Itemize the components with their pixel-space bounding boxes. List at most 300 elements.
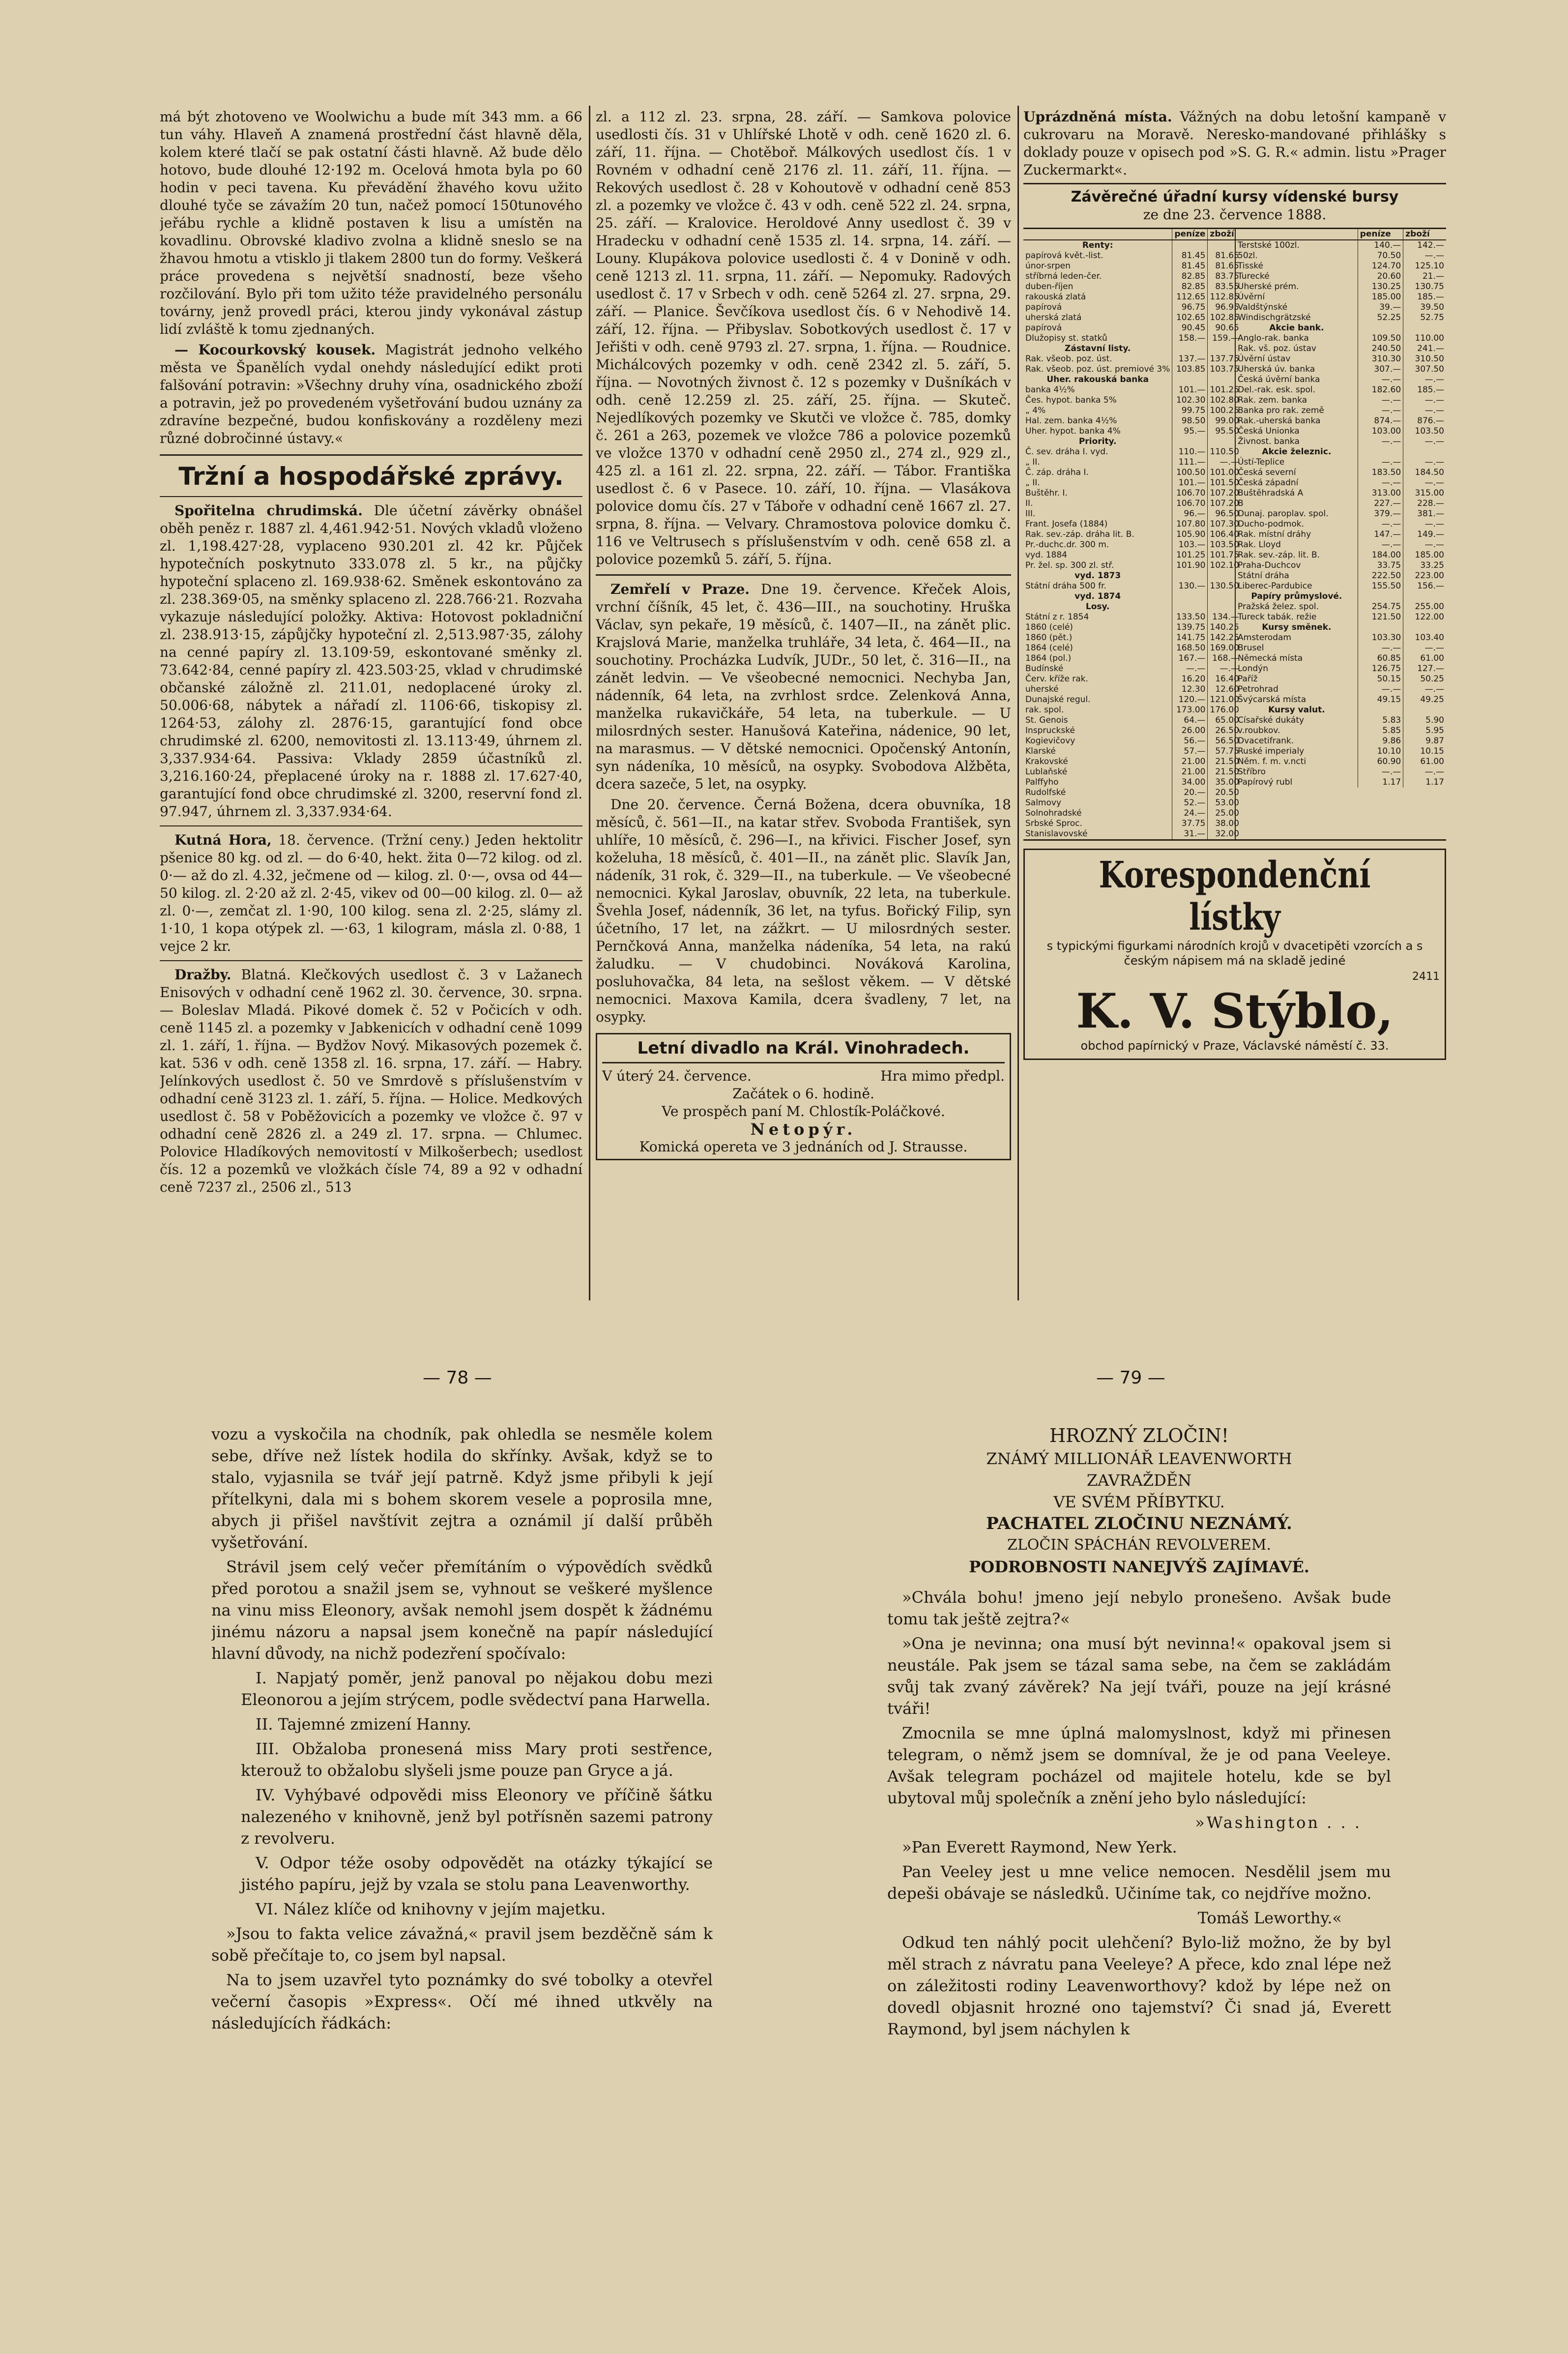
security-name: Státní z r. 1854	[1025, 612, 1089, 622]
price-goods: 10.15	[1403, 746, 1446, 757]
price-goods: 106.40	[1208, 530, 1241, 540]
table-row	[1236, 261, 1446, 271]
story-list-item: IV. Vyhýbavé odpovědi miss Eleonory ve příčině šátku nalezeného v knihovně, jenž byl potřísněn sazemi patrony z revolveru.	[241, 1786, 713, 1848]
price-goods: —.—	[1403, 478, 1446, 488]
divider	[160, 496, 582, 497]
table-row	[1236, 530, 1446, 540]
security-name: Ústí-Teplice	[1238, 457, 1285, 467]
security-name: Rak. sev.-záp. dráha lit. B.	[1025, 530, 1134, 539]
price-money: 379.—	[1358, 509, 1403, 519]
security-name: Rak. zem. banka	[1238, 395, 1307, 405]
table-row	[1236, 426, 1446, 437]
price-goods: 33.25	[1403, 560, 1446, 571]
price-goods: 32.00	[1208, 829, 1241, 839]
article-text: Dle účetní závěrky obnášel oběh peněz r. 1887 zl. 4,461.942·51. Nových vkladů vloženo zl. 1,198.427·28, vyplaceno 930.201 zl. 42 kr. Půjček hypotečních poskytnuto 333.078 zl. 5 kr., na půjčky hypoteční splaceno zl. 169.938·62. Směnek eskontováno za zl. 238.369·05, na směnky splaceno zl. 228.766·21. Rozvaha vykazuje následující položky. Aktiva: Hotovost pokladniční zl. 238.913·15, zápůjčky hypoteční zl. 2,513.987·35, zálohy na cenné papíry zl. 13.109·59, eskontované směnky zl. 73.642·84, cenné papíry zl. 423.503·25, vklad v chrudimské občanské záložně zl. 211.01, nedoplacené úroky zl. 50.006·68, nábytek a nářadí zl. 1106·66, tiskopisy zl. 1264·53, zálohy zl. 2876·15, garantující fond obce chrudimské zl. 6200, nemovitosti zl. 13.113·49, úhrnem zl. 3,337.934·64. Passiva: Vklady 2859 účastníků zl. 3,216.160·24, přeplacené úroky na r. 1888 zl. 17.627·40, garantující fond obce chrudimské zl. 3200, reservní fond zl. 97.947, úhrnem zl. 3,337.934·64.	[160, 502, 582, 820]
article-text: Blatná. Klečkových usedlost č. 3 v Lažanech Enisových v odhadní ceně 1962 zl. 30. července, 30. srpna. — Boleslav Mladá. Pikové domek č. 52 v Počicích v odh. ceně 1145 zl. a pozemky v Jabkenicích v odhadní ceně 1099 zl. 1. září, 1. října. — Bydžov Nový. Mikasových pozemek č. kat. 536 v odh. ceně 1358 zl. 16. srpna, 17. září. — Habry. Jelínkových usedlost č. 50 ve Smrdově s příslušenstvím v odhadní ceně 3123 zl. 1. září, 5. října. — Holice. Medkových usedlost č. 58 v Poběžovicích a pozemky ve vložce č. 97 v odhadní ceně 2826 zl. a 249 zl. 17. srpna. — Chlumec. Polovice Hladíkových nemovitostí v Milkošerbech; usedlost čís. 12 a pozemků ve vložkách čísle 74, 89 a 92 v odhadní ceně 7237 zl., 2506 zl., 513	[160, 967, 582, 1195]
price-goods: 315.00	[1403, 488, 1446, 499]
security-name: Německá místa	[1238, 653, 1303, 663]
telegram-line: »Pan Everett Raymond, New Yerk.	[902, 1838, 1177, 1856]
divider	[1023, 183, 1446, 184]
price-goods: 102.80	[1208, 395, 1241, 406]
price-money: 106.70	[1172, 488, 1208, 499]
security-name: rak. spol.	[1025, 705, 1064, 715]
price-money	[1172, 437, 1208, 447]
article-text: Magistrát jednoho velkého města ve Španělích vydal onehdy následující edikt proti falšování potravin: »Všechny druhy vína, osadnického zboží a potravin, jež po provedeném vyšetřování budou uznány za zdravíne bezpečné, budou konfiskovány a rozděleny mezi různé dobročinné ústavy.«	[160, 342, 582, 446]
price-goods	[1403, 622, 1446, 633]
price-money: 124.70	[1358, 261, 1403, 271]
security-name: Akcie bank.	[1269, 323, 1324, 333]
security-name: „ II.	[1025, 457, 1040, 467]
price-goods: 102.85	[1208, 313, 1241, 323]
price-goods: 26.50	[1208, 726, 1241, 736]
security-name: Dunajské regul.	[1025, 695, 1091, 705]
price-goods: 310.50	[1403, 354, 1446, 364]
price-money: 10.10	[1358, 746, 1403, 757]
col-header: zboží	[1208, 229, 1241, 240]
price-goods: 61.00	[1403, 757, 1446, 767]
table-row	[1236, 612, 1446, 622]
table-row	[1023, 509, 1241, 519]
security-name: uherská zlatá	[1025, 313, 1082, 323]
table-row	[1236, 333, 1446, 344]
price-money: —.—	[1358, 395, 1403, 406]
divider	[160, 960, 582, 961]
security-name: papírová	[1025, 302, 1062, 312]
security-name: Amsterodam	[1238, 633, 1291, 643]
security-name: papírová	[1025, 323, 1062, 333]
price-money: 16.20	[1172, 674, 1208, 684]
security-name: 1860 (pět.)	[1025, 633, 1073, 643]
table-row	[1236, 705, 1446, 715]
security-name: Paříž	[1238, 674, 1258, 684]
price-goods: 25.00	[1208, 808, 1241, 819]
security-name: Česká úvěrní banka	[1238, 375, 1320, 384]
price-goods: 149.—	[1403, 530, 1446, 540]
price-money: 103.00	[1358, 426, 1403, 437]
table-row	[1023, 798, 1241, 808]
story-list-item: V. Odpor téže osoby odpovědět na otázky týkající se jistého papíru, jejž by vzala se stolu pana Leavenworthy.	[241, 1854, 713, 1894]
price-money: 39.—	[1358, 302, 1403, 313]
theater-start: Začátek o 6. hodině.	[732, 1086, 874, 1102]
table-row	[1023, 612, 1241, 622]
price-money: —.—	[1358, 540, 1403, 550]
security-name: Uher. rakouská banka	[1046, 375, 1149, 384]
price-money: 64.—	[1172, 715, 1208, 726]
price-money: —.—	[1358, 643, 1403, 653]
security-name: banka 4½%	[1025, 385, 1075, 395]
price-goods: 61.00	[1403, 653, 1446, 664]
security-name: Brusel	[1238, 643, 1264, 653]
story-paragraph: »Chvála bohu! jmeno její nebylo pronešeno. Avšak bude tomu tak ještě zejtra?«	[887, 1588, 1391, 1628]
table-row	[1236, 633, 1446, 643]
price-goods: —.—	[1403, 519, 1446, 530]
security-name: Tureck tabák. režie	[1238, 612, 1317, 622]
price-money: —.—	[1172, 664, 1208, 674]
security-name: Rak. všeob. poz. úst.	[1025, 354, 1112, 364]
price-money: 173.00	[1172, 705, 1208, 715]
table-row	[1236, 653, 1446, 664]
security-name: Tisské	[1238, 261, 1263, 271]
table-row	[1236, 282, 1446, 292]
security-name: Státní dráha	[1238, 571, 1289, 581]
table-row	[1236, 292, 1446, 302]
price-money: 147.—	[1358, 530, 1403, 540]
price-goods: 127.—	[1403, 664, 1446, 674]
security-name: vyd. 1874	[1074, 591, 1121, 601]
price-goods: 38.00	[1208, 819, 1241, 829]
table-row	[1236, 323, 1446, 333]
price-goods: 142.—	[1403, 240, 1446, 251]
theater-benefit: Ve prospěch paní M. Chlostík-Poláčkové.	[662, 1103, 945, 1119]
col-header	[1236, 229, 1358, 240]
price-goods: 228.—	[1403, 499, 1446, 509]
article-title: Zemřelí v Praze.	[610, 581, 750, 597]
headline: HROZNÝ ZLOČIN!	[1049, 1425, 1229, 1446]
price-goods: 876.—	[1403, 416, 1446, 426]
security-name: Rak. vš. poz. ústav	[1238, 344, 1316, 353]
table-row	[1236, 581, 1446, 591]
table-row	[1023, 478, 1241, 488]
divider	[160, 454, 582, 456]
price-goods: 184.50	[1403, 468, 1446, 478]
table-row	[1023, 437, 1241, 447]
security-name: Dunaj. paroplav. spol.	[1238, 509, 1329, 519]
table-row	[1236, 726, 1446, 736]
column-2	[596, 108, 1011, 1298]
table-row	[1236, 746, 1446, 757]
price-goods: 102.10	[1208, 560, 1241, 571]
price-money: 139.75	[1172, 622, 1208, 633]
bursy-tables	[1023, 228, 1446, 841]
price-goods: 255.00	[1403, 602, 1446, 612]
article-title: Kutná Hora,	[174, 832, 272, 848]
price-goods: 103.50	[1403, 426, 1446, 437]
table-row	[1236, 240, 1446, 251]
price-goods: —.—	[1403, 767, 1446, 777]
price-money: 137.—	[1172, 354, 1208, 364]
table-row	[1023, 736, 1241, 746]
security-name: Petrohrad	[1238, 684, 1278, 694]
price-goods: 50.25	[1403, 674, 1446, 684]
ad-code: 2411	[1412, 971, 1440, 983]
security-name: Papírový rubl	[1238, 777, 1293, 787]
price-goods: 110.00	[1403, 333, 1446, 344]
table-row	[1023, 323, 1241, 333]
security-name: Ruské imperialy	[1238, 746, 1305, 756]
table-row	[1236, 757, 1446, 767]
price-money: 222.50	[1358, 571, 1403, 581]
table-row	[1236, 364, 1446, 375]
table-row	[1023, 622, 1241, 633]
table-row	[1236, 344, 1446, 354]
table-row	[1023, 560, 1241, 571]
table-row	[1023, 519, 1241, 530]
table-row	[1236, 354, 1446, 364]
price-money: 5.85	[1358, 726, 1403, 736]
price-goods: 307.50	[1403, 364, 1446, 375]
table-row	[1023, 251, 1241, 261]
price-money: 31.—	[1172, 829, 1208, 839]
table-row	[1023, 540, 1241, 550]
price-goods: 5.90	[1403, 715, 1446, 726]
table-row	[1023, 261, 1241, 271]
security-name: Rak. Lloyd	[1238, 540, 1281, 550]
table-row	[1023, 426, 1241, 437]
price-goods: —.—	[1403, 457, 1446, 468]
price-goods	[1403, 447, 1446, 457]
price-goods: 21.50	[1208, 767, 1241, 777]
security-name: Pražská želez. spol.	[1238, 602, 1319, 612]
price-money: 98.50	[1172, 416, 1208, 426]
price-goods: 103.50	[1208, 540, 1241, 550]
price-money: 184.00	[1358, 550, 1403, 560]
price-money: 20.60	[1358, 271, 1403, 282]
price-money: 50.15	[1358, 674, 1403, 684]
price-goods: 134.—	[1208, 612, 1241, 622]
article-title: — Kocourkovský kousek.	[174, 342, 376, 358]
security-name: Solnohradské	[1025, 808, 1082, 818]
price-money: 101.—	[1172, 478, 1208, 488]
security-name: Rudolfské	[1025, 788, 1066, 797]
theater-row	[602, 1067, 1005, 1085]
security-name: Červ. kříže rak.	[1025, 674, 1088, 684]
table-row	[1236, 499, 1446, 509]
headline: ZAVRAŽDĚN	[1086, 1471, 1192, 1490]
price-money: 101.25	[1172, 550, 1208, 560]
security-name: Terstské 100zl.	[1238, 240, 1300, 250]
price-goods: 107.20	[1208, 488, 1241, 499]
price-money: 37.75	[1172, 819, 1208, 829]
price-money: 182.60	[1358, 385, 1403, 395]
security-name: Budínské	[1025, 664, 1064, 674]
security-name: Úvěrní	[1238, 292, 1265, 302]
price-money: 34.00	[1172, 777, 1208, 788]
price-money: 12.30	[1172, 684, 1208, 695]
price-goods: 39.50	[1403, 302, 1446, 313]
price-money: 96.—	[1172, 509, 1208, 519]
price-goods: 101.00	[1208, 468, 1241, 478]
price-goods: 56.50	[1208, 736, 1241, 746]
table-row	[1023, 664, 1241, 674]
security-name: B	[1238, 499, 1244, 508]
security-name: Zástavní listy.	[1065, 344, 1131, 353]
table-row	[1023, 715, 1241, 726]
table-row	[1236, 509, 1446, 519]
security-name: papírová květ.-list.	[1025, 251, 1103, 261]
security-name: rakouská zlatá	[1025, 292, 1086, 302]
price-money: —.—	[1358, 457, 1403, 468]
price-money: 110.—	[1172, 447, 1208, 457]
price-money: —.—	[1358, 478, 1403, 488]
ad-title: Korespondenční lístky	[1099, 854, 1371, 939]
table-row	[1236, 767, 1446, 777]
price-money: 185.00	[1358, 292, 1403, 302]
security-name: Valdštýnské	[1238, 302, 1288, 312]
divider	[596, 574, 1011, 576]
price-goods: 176.00	[1208, 705, 1241, 715]
price-goods: 83.75	[1208, 271, 1241, 282]
price-money: 103.—	[1172, 540, 1208, 550]
price-money: 313.00	[1358, 488, 1403, 499]
price-money: 121.50	[1358, 612, 1403, 622]
security-name: „ II.	[1025, 478, 1040, 488]
price-goods: 49.25	[1403, 695, 1446, 705]
price-goods: 81.65	[1208, 251, 1241, 261]
price-goods: 168.—	[1208, 653, 1241, 664]
price-goods: 96.50	[1208, 509, 1241, 519]
security-name: Státní dráha 500 fr.	[1025, 581, 1106, 591]
security-name: Lublaňské	[1025, 767, 1068, 777]
price-goods: —.—	[1403, 437, 1446, 447]
price-money: 168.50	[1172, 643, 1208, 653]
security-name: Losy.	[1085, 602, 1110, 612]
price-goods: 142.25	[1208, 633, 1241, 643]
story-paragraph: Zmocnila se mne úplná malomyslnost, když mi přinesen telegram, o němž jsem se domníval, že je od pana Veeleye. Avšak telegram pocházel od majitele hotelu, kde se byl ubytoval můj společník a znění jeho bylo následující:	[887, 1724, 1391, 1807]
price-money	[1172, 571, 1208, 581]
security-name: Klarské	[1025, 746, 1056, 756]
security-name: únor-srpen	[1025, 261, 1071, 271]
security-name: Inspruckské	[1025, 726, 1075, 736]
price-money: 82.85	[1172, 282, 1208, 292]
security-name: Salmovy	[1025, 798, 1062, 808]
price-money: 26.00	[1172, 726, 1208, 736]
price-money	[1358, 323, 1403, 333]
table-row	[1236, 519, 1446, 530]
price-money: 60.90	[1358, 757, 1403, 767]
security-name: Buštěhr. I.	[1025, 488, 1068, 498]
price-goods: 121.00	[1208, 695, 1241, 705]
story-paragraph: »Ona je nevinna; ona musí být nevinna!« opakoval jsem si neustále. Pak jsem se tázal sama sebe, na čem se zakládám svůj tak zvaný závěrek? Na její tváři, pouze na její krásné tváři!	[887, 1634, 1391, 1718]
price-money: 81.45	[1172, 261, 1208, 271]
security-name: Ducho-podmok.	[1238, 519, 1305, 529]
price-money: 52.25	[1358, 313, 1403, 323]
table-row	[1023, 767, 1241, 777]
price-goods: 12.60	[1208, 684, 1241, 695]
security-name: Živnost. banka	[1238, 437, 1300, 446]
article-text: 18. července. (Tržní ceny.) Jeden hektolitr pšenice 80 kg. od zl. — do 6·40, hekt. žita 0—72 kilog. od zl. 0·— až do zl. 4.32, ječmene od — kilog. zl. 0·—, ovsa od 44—50 kilog. zl. 2·20 až zl. 2·45, vikev od 00—00 kilog. zl. 0— až zl. 0·—, zemčat zl. 1·90, 100 kilog. sena zl. 2·25, slámy zl. 1·10, 1 kopa otýpek zl. —·63, 1 kilogram, másla zl. 0·88, 1 vejce 2 kr.	[160, 832, 582, 954]
table-row	[1023, 684, 1241, 695]
table-row	[1023, 282, 1241, 292]
price-goods	[1403, 591, 1446, 602]
price-goods: —.—	[1208, 664, 1241, 674]
table-row	[1023, 302, 1241, 313]
price-money: 133.50	[1172, 612, 1208, 622]
ad-text: s typickými figurkami národních krojů v dvacetipěti vzorcích a s českým nápisem má na skladě jediné	[1046, 939, 1423, 968]
table-row	[1023, 457, 1241, 468]
table-row	[1023, 602, 1241, 612]
security-name: Frant. Josefa (1884)	[1025, 519, 1108, 529]
table-row	[1236, 457, 1446, 468]
security-name: Stříbro	[1238, 767, 1266, 777]
telegram-signature: Tomáš Leworthy.«	[1197, 1909, 1342, 1927]
table-row	[1236, 478, 1446, 488]
price-goods: —.—	[1403, 395, 1446, 406]
story-list-item: III. Obžaloba pronesená miss Mary proti sestřence, kterouž to obžalobu slyšeli jsme pouze pan Gryce a já.	[241, 1739, 713, 1780]
security-name: Něm. f. m. v.ncti	[1238, 757, 1307, 766]
table-row	[1023, 292, 1241, 302]
price-goods: 52.75	[1403, 313, 1446, 323]
price-money: 109.50	[1358, 333, 1403, 344]
table-row	[1023, 746, 1241, 757]
table-row	[1236, 674, 1446, 684]
price-money: —.—	[1358, 406, 1403, 416]
table-row	[1236, 560, 1446, 571]
table-row	[1236, 591, 1446, 602]
price-goods: 185.00	[1403, 550, 1446, 560]
price-money: 167.—	[1172, 653, 1208, 664]
theater-notice	[596, 1033, 1011, 1160]
price-money: 49.15	[1358, 695, 1403, 705]
article-title: Dražby.	[174, 967, 232, 983]
security-name: Turecké	[1238, 271, 1270, 281]
table-row	[1023, 571, 1241, 581]
security-name: Česká Unionka	[1238, 426, 1300, 436]
table-row	[1236, 271, 1446, 282]
column-rule	[1017, 106, 1019, 1300]
price-goods: 21.50	[1208, 757, 1241, 767]
headline: PODROBNOSTI NANEJVÝŠ ZAJÍMAVÉ.	[969, 1558, 1309, 1576]
article-text: má být zhotoveno ve Woolwichu a bude mít 343 mm. a 66 tun váhy. Hlaveň A znamená prostřední část hlavně děla, kolem které tlačí se pak ostatní části hlavně. Až bude dělo hotovo, bude dlouhé 12·192 m. Ocelová hmota byla po 60 hodin v peci tavena. Ku převádění žhavého kovu užito dlouhé tyče se závažím 20 tun, načež pomocí 150tunového jeřábu rychle a klidně postaven k lisu a umístěn na kovadlinu. Obrovské kladivo zvolna a klidně sneslo se na žhavou hmotu a vtisklo ji tlakem 2800 tun do formy. Veškerá práce provedena s největší snadností, beze všeho rozčilování. Bylo při tom užito téže pravidelného personálu továrny, jenž provedl práci, kterou jindy vykonával zástup lidí zvláště k tomu zjednaných.	[160, 109, 582, 337]
security-name: Krakovské	[1025, 757, 1068, 766]
security-name: Del.-rak. esk. spol.	[1238, 385, 1316, 395]
price-money: 103.85	[1172, 364, 1208, 375]
price-goods: 122.00	[1403, 612, 1446, 622]
theater-tickets: Hra mimo předpl.	[880, 1068, 1005, 1084]
price-money: 112.65	[1172, 292, 1208, 302]
table-row	[1023, 591, 1241, 602]
page-number: — 78 —	[423, 1368, 492, 1388]
price-goods: 99.00	[1208, 416, 1241, 426]
advertisement	[1023, 849, 1446, 1060]
article-text: Dne 20. července. Černá Božena, dcera obuvníka, 18 měsíců, č. 561—II., na katar střev. Svoboda František, syn uhlíře, 10 měsíců, č. 296—I., na křivici. Fischer Josef, syn koželuha, 18 měsíců, č. 401—II., na zánět plic. Slavík Jan, nádeník, 31 rok, č. 329—II., na tuberkule. — Ve všeobecné nemocnici. Kykal Jaroslav, obuvník, 22 leta, na tuberkule. Švehla Josef, nádenník, 36 let, na tyfus. Bořický Filip, syn účetního, 17 let, na zážkrt. — U milosrdných sester. Pernčková Anna, manželka nádeníka, 54 leta, na rakú žaludku. — V chudobinci. Nováková Karolina, posluhovačka, 84 leta, na sešlost věkem. — V dětské nemocnici. Maxova Kamila, dcera švadleny, 7 let, na osypky.	[596, 796, 1011, 1025]
headline: ZNÁMÝ MILLIONÁŘ LEAVENWORTH	[986, 1449, 1292, 1468]
price-goods	[1403, 323, 1446, 333]
table-row	[1023, 777, 1241, 788]
table-row	[1023, 354, 1241, 364]
table-row	[1236, 664, 1446, 674]
security-name: Císařské dukáty	[1238, 715, 1305, 725]
price-money: 120.—	[1172, 695, 1208, 705]
table-row	[1023, 695, 1241, 705]
table-row	[1023, 499, 1241, 509]
security-name: Praha-Duchcov	[1238, 560, 1301, 570]
security-name: Švýcarská místa	[1238, 695, 1307, 705]
price-money	[1358, 705, 1403, 715]
table-row	[1023, 344, 1241, 354]
table-row	[1023, 788, 1241, 798]
price-goods: 107.20	[1208, 499, 1241, 509]
table-row	[1023, 808, 1241, 819]
table-row	[1023, 819, 1241, 829]
page-number: — 79 —	[1096, 1368, 1165, 1388]
table-row	[1236, 684, 1446, 695]
table-row	[1023, 653, 1241, 664]
security-name: vyd. 1884	[1025, 550, 1067, 560]
telegram-line: »Washington . . .	[1195, 1813, 1362, 1832]
security-name: Anglo-rak. banka	[1238, 333, 1309, 343]
price-money: 60.85	[1358, 653, 1403, 664]
price-goods: 65.00	[1208, 715, 1241, 726]
theater-title: Letní divadlo na Král. Vinohradech.	[602, 1037, 1005, 1063]
security-name: „ 4%	[1025, 406, 1046, 415]
price-money: 95.—	[1172, 426, 1208, 437]
price-goods: 381.—	[1403, 509, 1446, 519]
column-rule	[589, 106, 590, 1300]
table-row	[1023, 385, 1241, 395]
bursy-title: Závěrečné úřadní kursy vídenské bursy	[1071, 188, 1399, 206]
theater-day: V úterý 24. července.	[602, 1068, 752, 1084]
story-right	[887, 1423, 1391, 2210]
